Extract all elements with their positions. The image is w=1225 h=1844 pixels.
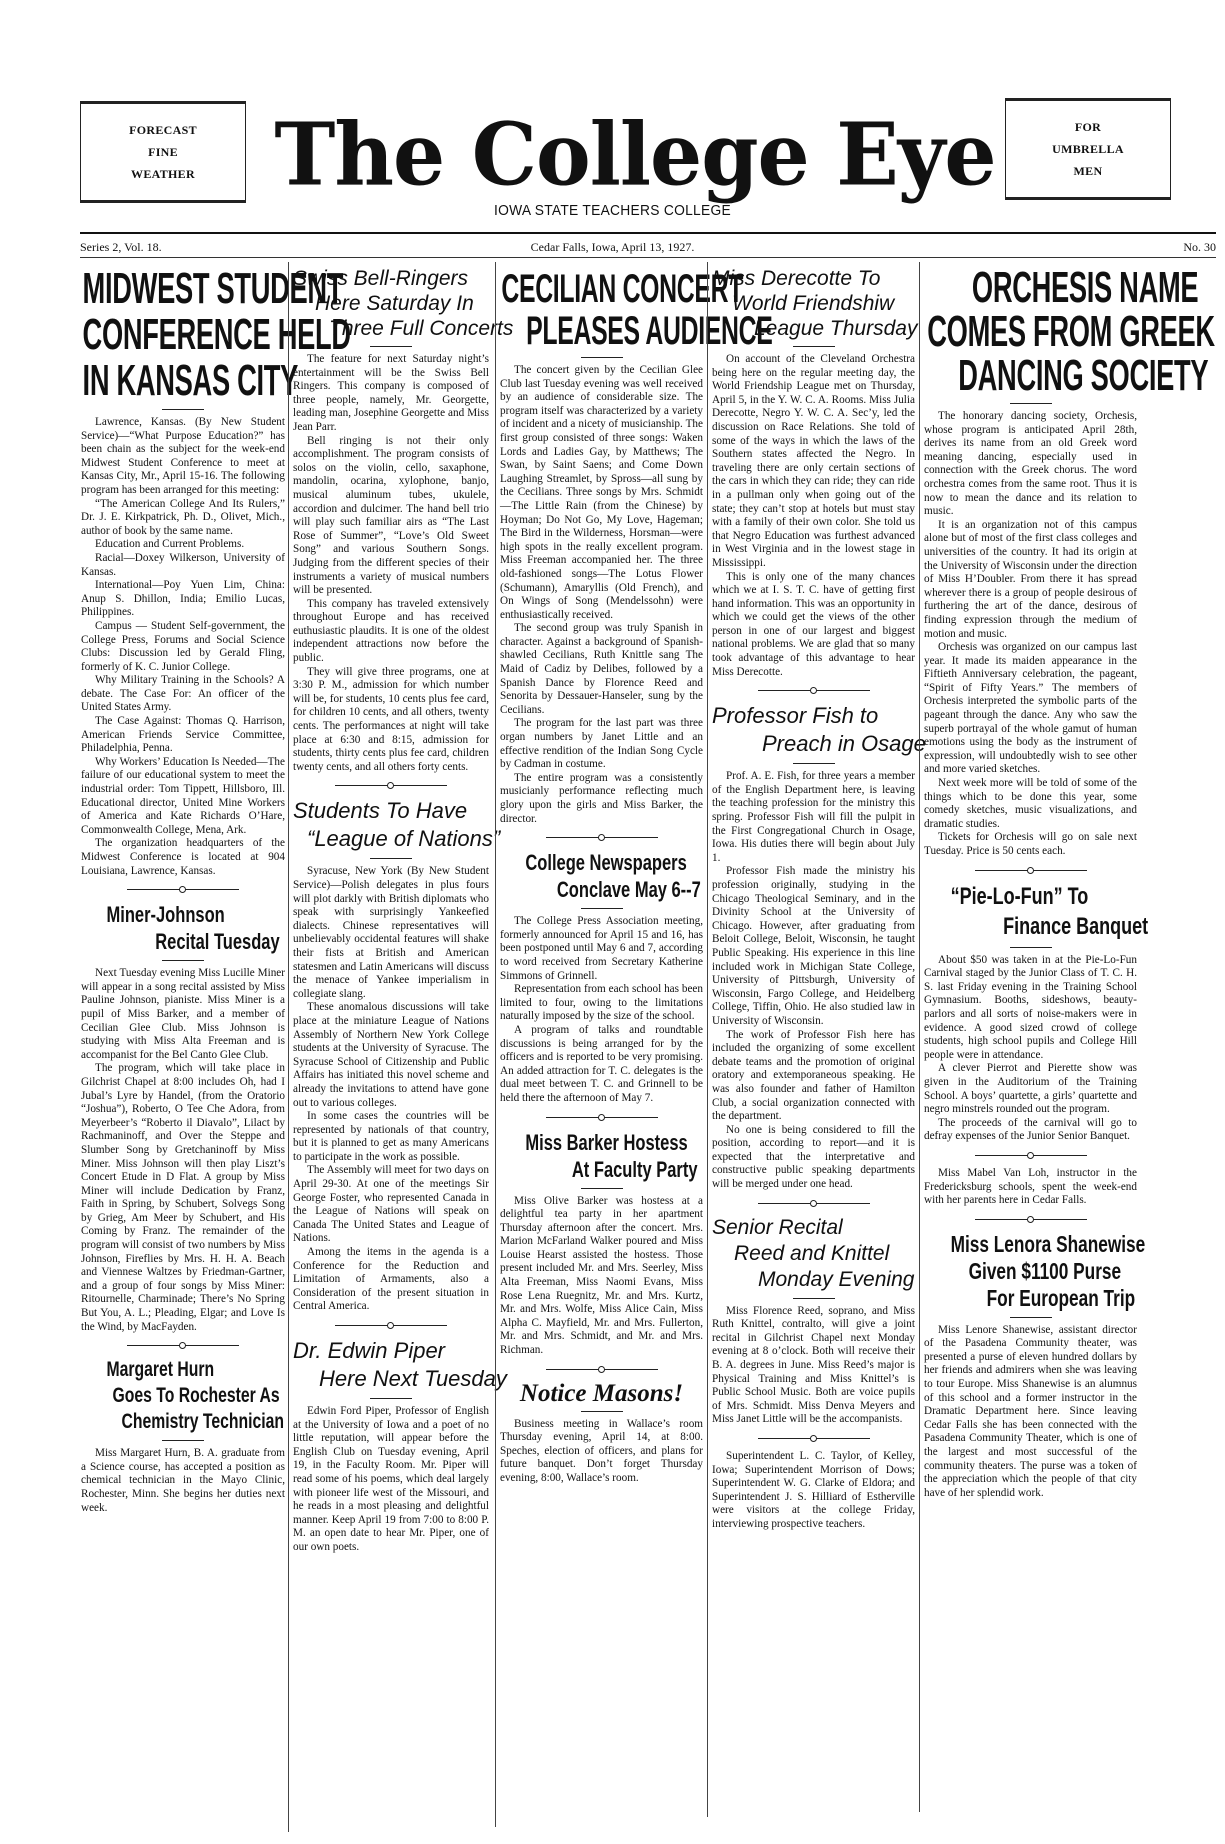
headline-line: Miss Derecotte To [712, 267, 881, 290]
paragraph: The feature for next Saturday night’s entertainment will be the Swiss Bell Ringers. This company is composed of three people, namely, Mr. Georgette, leading man, Josephine Georgette and Miss Jean Parr. [293, 353, 489, 433]
headline-line: Recital Tuesday [155, 929, 280, 955]
headline-line: College Newspapers [525, 850, 687, 876]
headline-margaret-hurn [106, 1357, 285, 1435]
article-divider [758, 1438, 870, 1439]
article-divider [975, 870, 1087, 871]
headline-line: Notice Masons! [519, 1379, 684, 1407]
article-body [712, 1450, 915, 1532]
headline-line: For European Trip [986, 1284, 1136, 1311]
headline-line: CECILIAN CONCERT [501, 267, 744, 311]
headline-line: Miss Lenora Shanewise [950, 1230, 1146, 1257]
paragraph: Why Workers’ Education Is Needed—The failure of our educational system to meet the industrial order: Tom Tippett, Hillsboro, Ill. Educational director, United Mine Workers of America and Kate Richards O’Hare, Commonwealth College, Mena, Ark. [81, 755, 285, 836]
paragraph: The organization headquarters of the Midwest Conference is located at 904 Louisiana, Lawrence, Kansas. [81, 837, 285, 877]
headline-line: Given $1100 Purse [968, 1257, 1122, 1284]
place-date: Cedar Falls, Iowa, April 13, 1927. [530, 240, 695, 254]
paragraph: It is an organization not of this campus alone but of most of the first class colleges and universities of the country. It had its origin at the University of Wisconsin under the direction of Miss H’Doubler. From there it has spread wherever there is a group of people desirous of furthering the art of the dance, desirous of finding expression through the medium of motion and music. [924, 518, 1137, 640]
headline-rule [581, 908, 623, 909]
college-name: IOWA STATE TEACHERS COLLEGE [493, 202, 731, 219]
article-body [712, 353, 915, 679]
headline-miss-barker-hostess [525, 1129, 698, 1183]
weather-ear-box [80, 101, 246, 203]
headline-college-newspapers [525, 849, 701, 903]
headline-line: World Friendshiw [732, 292, 895, 315]
article-divider [335, 1325, 447, 1326]
paragraph: In some cases the countries will be represented by nationals of that country, but it is planned to get as many Americans to participate in the work as possible. [293, 1110, 489, 1163]
headline-pie-lo-fun [950, 882, 1149, 942]
headline-midwest-conference [82, 264, 351, 405]
column-1 [77, 262, 351, 1515]
headline-line: Conclave May 6--7 [556, 877, 701, 903]
article-body [500, 1195, 703, 1358]
headline-rule [1010, 947, 1052, 948]
headline-line: “Pie-Lo-Fun” To [950, 882, 1089, 910]
paragraph: The Case Against: Thomas Q. Harrison, American Friends Service Committee, Philadelphia, Penna. [81, 715, 285, 755]
paragraph: Miss Florence Reed, soprano, and Miss Ruth Knittel, contralto, will give a joint recital in Gilchrist Chapel next Monday evening at 8 o’clock. Both will receive their B. A. degrees in June. Miss Reed’s major is Physical Training and Miss Knittel’s is Public School Music. Both are voice pupils of Mrs. Schmidt. Miss Denva Meyers and Miss Janet Little will be the accompanists. [712, 1304, 915, 1426]
article-body [924, 954, 1137, 1144]
paragraph: Edwin Ford Piper, Professor of English at the University of Iowa and a poet of no little reputation, will appear before the English Club on Tuesday evening, April 19, in the Faculty Room. Mr. Piper will read some of his poems, which deal largely with pioneer life west of the Missouri, and he reads in a most pleasing and delightful manner. Keep April 19 from 7:00 to 8:00 P. M. an open date to hear Mr. Piper, one of our own poets. [293, 1405, 489, 1553]
article-body [712, 770, 915, 1191]
headline-rule [370, 858, 412, 859]
headline-cecilian-concert [501, 267, 773, 353]
headline-lenora-shanewise [950, 1230, 1146, 1312]
article-divider [975, 1155, 1087, 1156]
headline-rule [1010, 403, 1052, 404]
paragraph: A program of talks and roundtable discussions is being arranged for by the officers and is reported to be very promising. An added attraction for T. C. delegates is the dual meet between T. C. and Grinnell to be held there the afternoon of May 7. [500, 1023, 703, 1104]
article-body [924, 1167, 1137, 1208]
paragraph: Campus — Student Self-government, the College Press, Forums and Social Science Clubs: Discussion led by Gerald Fling, formerly of K. C. Junior College. [81, 619, 285, 673]
headline-line: Here Next Tuesday [319, 1366, 507, 1391]
column-4 [707, 262, 926, 1817]
headline-notice-masons [500, 1381, 703, 1406]
headline-line: Chemistry Technician [121, 1410, 285, 1434]
headline-line: Miss Barker Hostess [525, 1129, 688, 1155]
headline-miss-derecotte [712, 266, 918, 341]
dateline-rule [80, 257, 1216, 258]
headline-line: Monday Evening [758, 1267, 915, 1291]
paragraph: This company has traveled extensively throughout Europe and has received euthusiastic plaudits. It is one of the oldest independent attractions now before the public. [293, 597, 489, 665]
ear-line: UMBRELLA [1052, 142, 1124, 156]
paragraph: Miss Mabel Van Loh, instructor in the Fredericksburg schools, spent the week-end with her parents here in Cedar Falls. [924, 1166, 1137, 1207]
paragraph: The honorary dancing society, Orchesis, whose program is anticipated April 28th, derives its name from an old Greek word meaning dancing, especially used in connection with the Greek chorus. The word orchestra comes from the same root. Thus it is now to mean the dance and its relation to music. [924, 410, 1137, 518]
headline-line: ORCHESIS NAME [971, 263, 1199, 312]
headline-line: Senior Recital [712, 1215, 843, 1239]
paragraph: They will give three programs, one at 3:30 P. M., admission for which number will be, for students, 10 cents plus fee card, for children 10 cents, and all others, twenty cents. The performances at night will take place at 6:30 and 8:15, admission for students, thirty cents plus fee card, children twenty cents, and all others forty cents. [293, 665, 489, 773]
article-divider [546, 837, 658, 838]
paragraph: Superintendent L. C. Taylor, of Kelley, Iowa; Superintendent Morrison of Dows; Superintendent W. G. Clarke of Eldora; and Superintendent J. S. Hilliard of Estherville were visitors at the college Friday, interviewing prospective teachers. [712, 1450, 915, 1530]
paragraph: Among the items in the agenda is a Conference for the Reduction and Limitation of Armaments, also a Consideration of the present situation in Central America. [293, 1246, 489, 1313]
article-body [500, 915, 703, 1105]
paragraph: The College Press Association meeting, formerly announced for April 15 and 16, has been postponed until May 6 and 7, according to word received from Secretary Katherine Simmons of Grinnell. [500, 915, 703, 982]
column-3 [495, 262, 773, 1827]
series-volume: Series 2, Vol. 18. [80, 240, 162, 254]
headline-line: DANCING SOCIETY [958, 351, 1209, 400]
ear-line: MEN [1073, 164, 1103, 178]
article-divider [335, 785, 447, 786]
paragraph: “The American College And Its Rulers,” Dr. J. E. Kirkpatrick, Ph. D., Olivet, Mich., author of book by the same name. [81, 497, 285, 537]
headline-line: “League of Nations” [307, 826, 501, 852]
article-body [293, 353, 489, 774]
headline-line: CONFERENCE HELD [82, 310, 351, 359]
paragraph: No one is being considered to fill the position, according to report—and it is expected that the interpretative and constructive public speaking departments will be merged under one head. [712, 1123, 915, 1191]
paragraph: A clever Pierrot and Pierette show was given in the Auditorium of the Training School. A boys’ quartette, a girls’ quartette and negro minstrels rounded out the program. [924, 1062, 1137, 1116]
paragraph: Racial—Doxey Wilkerson, University of Kansas. [81, 551, 285, 578]
headline-league-of-nations [293, 797, 501, 853]
headline-line: COMES FROM GREEK [927, 307, 1215, 356]
paragraph: Next week more will be told of some of the things which to be done this year, some comedy sketches, music visualizations, and dramatic studies. [924, 777, 1137, 830]
article-body [500, 1418, 703, 1486]
headline-line: At Faculty Party [571, 1156, 698, 1182]
paragraph: Prof. A. E. Fish, for three years a member of the English Department here, is leaving the teaching profession for the ministry this spring. Professor Fish will fill the pulpit in the First Congregational Church in Osage, Iowa. His duties there will begin about July 1. [712, 770, 915, 864]
paragraph: The proceeds of the carnival will go to defray expenses of the Junior Senior Banquet. [924, 1116, 1137, 1143]
ear-line: FORECAST [129, 123, 197, 137]
paragraph: Syracuse, New York (By New Student Service)—Polish delegates in plus fours will plot darkly with British diplomats who speak with surprisingly Yankeefied dialects. Chinese representatives will unbelievably occidental features will shake their fists at British and American statesmen and Latin Americans will discuss the menace of Yankee imperialism in collegiate slang. [293, 865, 489, 1000]
headline-orchesis [927, 263, 1215, 400]
paragraph: On account of the Cleveland Orchestra being here on the regular meeting day, the World Friendship League met on Thursday, April 5, in the Y. W. C. A. Rooms. Miss Julia Derecotte, Negro Y. W. C. A. Sec’y, led the discussion on Race Relations. She told of some of the ways in which the laws of the Southern states affected the Negro. In traveling there are only certain sections of the cars in which they can ride; they can ride in a pullman only when going out of the state; they can’t stop at hotels but must stay with a family of their own color. She told us that Negro Education was furthest advanced in West Virginia and in the lowest stage in Mississippi. [712, 353, 915, 569]
headline-rule [162, 960, 204, 961]
paragraph: Next Tuesday evening Miss Lucille Miner will appear in a song recital assisted by Miss Pauline Johnson, pianiste. Miss Miner is a pupil of Miss Barker, and a member of Cecilian Glee Club. Miss Johnson is studying with Miss Alta Freeman and is accompanist for the Bel Canto Glee Club. [81, 967, 285, 1061]
headline-line: Three Full Concerts [329, 317, 514, 340]
paragraph: The program, which will take place in Gilchrist Chapel at 8:00 includes Oh, had I Jubal’s Lyre by Handel, (from the Oratorio “Joshua”), Roberto, O Tee Che Adora, from Meyerbeer’s “Roberto il Diavalo”, Lilact by Rachmaninoff, and Over the Steppe and Slumber Song by Gretchaninoff by Miss Miner. Miss Johnson will then play Liszt’s Concert Etude in D Flat. A group by Miss Miner will include Dedication by Franz, Faith in Spring, by Schubert, Solvegs Song by Grieg, Am Meer by Schubert, and His Coming by Franz. The remainder of the program will consist of two numbers by Miss Johnson, Fireflies by Mrs. H. H. A. Beach and Viennese Waltzes by Friedman-Gartner, and a group of four songs by Miss Miner: Ritournelle, Charminade; There’s No Spring But You, A. L.; Pleading, Elgar; and Love Is the Wind, by MacFayden. [81, 1062, 285, 1333]
headline-rule [162, 409, 204, 410]
paragraph: Bell ringing is not their only accomplishment. The program consists of solos on the violin, cello, saxaphone, mandolin, ocarina, xylophone, banjo, musical aluminum tubes, ukulele, accordion and dulcimer. The hand bell trio will play such familiar airs as “The Last Rose of Summer”, “Love’s Old Sweet Song” and various Southern Songs. Judging from the different species of their instruments a variety of musical numbers will be presented. [293, 434, 489, 597]
paragraph: Representation from each school has been limited to four, owing to the limitations naturally imposed by the size of the school. [500, 983, 703, 1023]
headline-rule [793, 346, 835, 347]
headline-rule [793, 1298, 835, 1299]
headline-line: Reed and Knittel [734, 1241, 890, 1265]
paragraph: The entire program was a consistently musicianly performance reflecting much glory upon the girls and Miss Barker, the director. [500, 771, 703, 825]
ear-line: WEATHER [131, 167, 195, 181]
headline-line: Professor Fish to [712, 703, 879, 729]
article-divider [546, 1117, 658, 1118]
headline-line: PLEASES AUDIENCE [526, 309, 773, 353]
paragraph: Business meeting in Wallace’s room Thursday evening, April 14, at 8:00. Speches, election of officers, and plans for future banquet. Don’t forget Thursday evening, 8:00, Wallace’s room. [500, 1417, 703, 1484]
headline-rule [370, 346, 412, 347]
headline-rule [793, 763, 835, 764]
headline-rule [1010, 1317, 1052, 1318]
article-body [81, 416, 285, 878]
paragraph: About $50 was taken in at the Pie-Lo-Fun Carnival staged by the Junior Class of T. C. H. S. last Friday evening in the Training School Gymnasium. Booths, sideshows, beauty-parlors and all sorts of noise-makers were in evidence. A good sized crowd of college students, high school pupils and College Hill people were in attendance. [924, 953, 1137, 1061]
newspaper-nameplate: The College Eye [274, 104, 996, 206]
headline-edwin-piper [293, 1337, 507, 1393]
paragraph: This is only one of the many chances which we at I. S. T. C. have of getting first hand information. This was an opportunity in which we could get the views of the other person in one of our largest and biggest national problems. We are glad that so many took advantage of this advantage to hear Miss Derecotte. [712, 570, 915, 678]
paragraph: The second group was truly Spanish in character. Against a background of Spanish-shawled Cecilians, Ruth Knittle sang The Maid of Cadiz by Delibes, followed by a Spanish Dance by Florence Reed and Senorita by Dessauer-Hanseler, sung by the Cecilians. [500, 622, 703, 716]
headline-line: Margaret Hurn [106, 1358, 215, 1382]
headline-rule [370, 1398, 412, 1399]
headline-rule [581, 357, 623, 358]
paragraph: Professor Fish made the ministry his profession originally, studying in the Chicago Theological Seminary, and in the Divinity School at the University of Chicago. However, after graduating from Beloit College, Beloit, Wisconsin, he taught Public Speaking. His experience in this line included work in Michigan State College, University of Pittsburgh, University of Wisconsin, Fargo College, and Heidelberg College, Tiffin, Ohio. He also studied law in University of Wisconsin. [712, 865, 915, 1027]
headline-line: Finance Banquet [1003, 912, 1149, 940]
article-divider [546, 1369, 658, 1370]
headline-rule [581, 1188, 623, 1189]
article-divider [758, 1203, 870, 1204]
article-divider [127, 889, 239, 890]
article-body [293, 865, 489, 1314]
headline-line: Dr. Edwin Piper [293, 1338, 446, 1363]
headline-line: Miner-Johnson [106, 902, 225, 928]
headline-line: League Thursday [754, 317, 918, 340]
article-body [81, 967, 285, 1334]
column-5 [919, 262, 1215, 1812]
paragraph: Orchesis was organized on our campus last year. It made its maiden appearance in the Fiftieth Anniversary celebration, the pageant, “Spirit of Fifty Years.” The members of Orchesis interpreted the symbolic parts of the pageant through the dance. Any who saw the superb portrayal of the whole gamut of human emotions using the body as the instrument of expression, will undoubtedly wish to see other and more varied sketches. [924, 641, 1137, 776]
ear-line: FOR [1074, 120, 1102, 134]
headline-professor-fish [712, 702, 926, 758]
headline-line: Swiss Bell-Ringers [293, 267, 469, 290]
paragraph: Miss Lenore Shanewise, assistant director of the Pasadena Community theater, was presented a purse of eleven hundred dollars by her friends and admirers when she was leaving to tour Europe. Miss Shanewise is an alumnus of this school and a former instructor in the Dramatic Department here. Since leaving Cedar Falls she has been connected with the Pasadena Community Theater, which is one of the largest and most successful of the community theaters. The purse was a token of the appreciation which the people of that city have of her splendid work. [924, 1323, 1137, 1499]
article-divider [127, 1345, 239, 1346]
paragraph: The Assembly will meet for two days on April 29-30. At one of the meetings Sir George Foster, who represented Canada in the League of Nations will speak on Canada The United States and League of Nations. [293, 1164, 489, 1245]
headline-rule [581, 1411, 623, 1412]
headline-senior-recital [712, 1215, 915, 1293]
paragraph: Education and Current Problems. [95, 538, 245, 551]
headline-miner-johnson [106, 901, 280, 955]
headline-line: Preach in Osage [762, 731, 926, 757]
column-2 [288, 262, 514, 1832]
umbrella-ear-box [1005, 98, 1171, 200]
paragraph: The work of Professor Fish here has included the organizing of some excellent debate teams and the promotion of original oratory and extemporaneous speaking. He was also founder and father of Hamilton Club, a social organization connected with the department. [712, 1028, 915, 1123]
article-body [924, 410, 1137, 859]
paragraph: The concert given by the Cecilian Glee Club last Tuesday evening was well received by an audience of considerable size. The program itself was characterized by a variety of incident and a nicety of musicianship. The first group consisted of three songs: Waken Lords and Ladies Gay, by Matthews; The Swan, by Saint Saens; and Come Down Laughing Streamlet, by Spross—all sung by the Cecilians. Three songs by Mrs. Schmidt—The Little Rain (from the Chinese) by Hoyman; Do Not Go, My Love, Hageman; The Bird in the Wilderness, Horsman—were high spots in the really excellent program. Miss Freeman accompanied her. The three old-fashioned songs—The Lotus Flower (Schumann), Amaryllis (Old French), and On Wings of Song (Mendelssohn) were enthusiastically received. [500, 364, 703, 621]
paragraph: Miss Margaret Hurn, B. A. graduate from a Science course, has accepted a position as chemical technician in the Mayo Clinic, Rochester, Minn. She begins her duties next week. [81, 1447, 285, 1514]
paragraph: Why Military Training in the Schools? A debate. The Case For: An officer of the United States Army. [81, 674, 285, 714]
headline-line: MIDWEST STUDENT [82, 264, 344, 313]
headline-swiss-bell-ringers [293, 266, 514, 341]
article-divider [758, 690, 870, 691]
paragraph: Miss Olive Barker was hostess at a delightful tea party in her apartment Thursday afternoon after the concert. Mrs. Marion McFarland Walker poured and Miss Louise Hearst assisted the hostess. Those present included Mr. and Mrs. Seerley, Miss Alta Freeman, Miss Naomi Evans, Miss Rose Lena Ruegnitz, Mr. and Mrs. Kurtz, Mr. and Mrs. Wolfe, Miss Alice Cain, Miss Alpha C. Mayfield, Mr. and Mrs. Fullerton, Mr. and Mrs. Schmidt, and Mr. and Mrs. Richman. [500, 1194, 703, 1357]
headline-line: Students To Have [293, 798, 468, 824]
article-body [81, 1447, 285, 1515]
article-body [924, 1324, 1137, 1501]
article-body [293, 1405, 489, 1555]
headline-line: IN KANSAS CITY [82, 356, 299, 405]
ear-line: FINE [148, 145, 178, 159]
paragraph: Tickets for Orchesis will go on sale next Tuesday. Price is 50 cents each. [924, 831, 1137, 857]
headline-rule [162, 1440, 204, 1441]
paragraph: Lawrence, Kansas. (By New Student Service)—“What Purpose Education?” has been chain as the subject for the week-end Midwest Student Conference to meet at Kansas City, Mr., April 15-16. The following program has been arranged for this meeting: [81, 416, 285, 496]
issue-number: No. 30 [1183, 240, 1216, 254]
masthead-rule [80, 232, 1216, 234]
paragraph: These anomalous discussions will take place at the miniature League of Nations Assembly of Northern New York College students at the University of Syracuse. The Syracuse School of Citizenship and Public Affairs has initiated this novel scheme and already the invitations to attend have gone out to various colleges. [293, 1001, 489, 1109]
headline-line: Goes To Rochester As [112, 1384, 280, 1408]
article-body [712, 1305, 915, 1427]
headline-line: Here Saturday In [315, 292, 474, 315]
article-body [500, 364, 703, 826]
paragraph: The program for the last part was three organ numbers by Janet Little and an effective rendition of the Indian Song Cycle by Cadman in costume. [500, 717, 703, 771]
paragraph: International—Poy Yuen Lim, China: Anup S. Dhillon, India; Emilio Lucas, Philippines. [81, 579, 285, 619]
article-divider [975, 1219, 1087, 1220]
